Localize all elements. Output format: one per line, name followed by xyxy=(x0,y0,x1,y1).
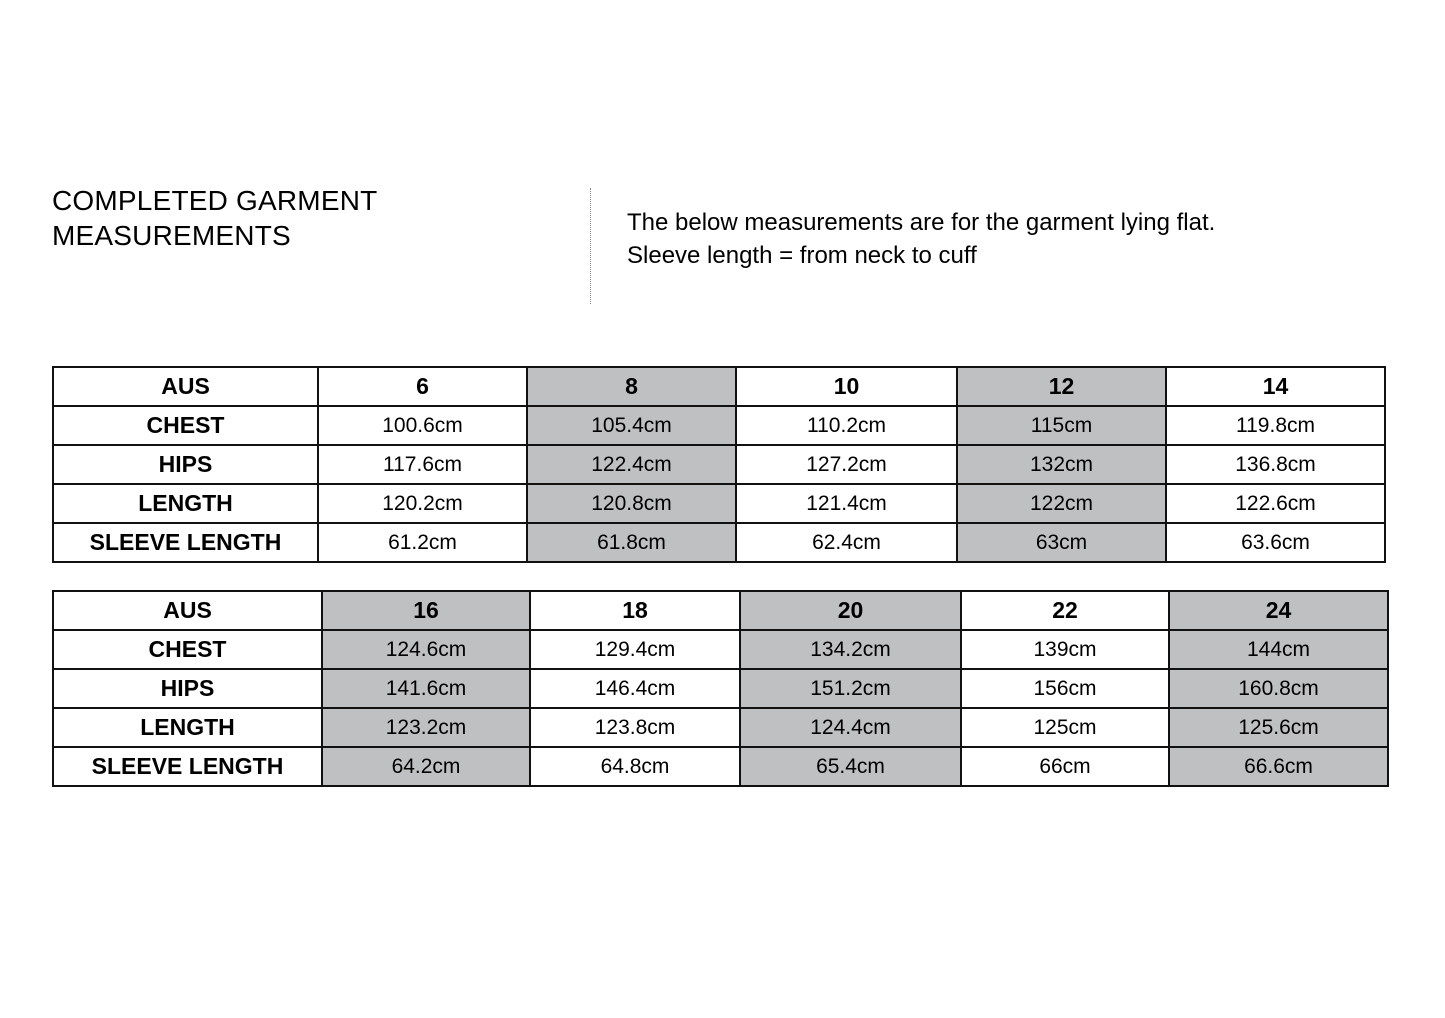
table-cell: 134.2cm xyxy=(740,630,961,669)
table-cell: 65.4cm xyxy=(740,747,961,786)
table-header-row xyxy=(53,591,1388,630)
table-cell: 64.2cm xyxy=(322,747,530,786)
table-cell: 160.8cm xyxy=(1169,669,1388,708)
table-cell: 63cm xyxy=(957,523,1166,562)
table-cell: 123.8cm xyxy=(530,708,740,747)
table-row xyxy=(53,406,1385,445)
header-label: AUS xyxy=(53,591,322,630)
table-row xyxy=(53,669,1388,708)
size-header: 6 xyxy=(318,367,527,406)
table-row xyxy=(53,630,1388,669)
table-cell: 122.6cm xyxy=(1166,484,1385,523)
table-cell: 123.2cm xyxy=(322,708,530,747)
size-header: 12 xyxy=(957,367,1166,406)
table-cell: 127.2cm xyxy=(736,445,957,484)
row-label: HIPS xyxy=(53,445,318,484)
size-table-2 xyxy=(52,590,1389,787)
row-label: SLEEVE LENGTH xyxy=(53,523,318,562)
size-header: 20 xyxy=(740,591,961,630)
table-cell: 66.6cm xyxy=(1169,747,1388,786)
table-cell: 132cm xyxy=(957,445,1166,484)
table-cell: 125cm xyxy=(961,708,1169,747)
table-cell: 63.6cm xyxy=(1166,523,1385,562)
row-label: LENGTH xyxy=(53,484,318,523)
table-cell: 144cm xyxy=(1169,630,1388,669)
table-cell: 61.2cm xyxy=(318,523,527,562)
row-label: CHEST xyxy=(53,406,318,445)
table-cell: 117.6cm xyxy=(318,445,527,484)
page-title xyxy=(52,183,377,253)
table-cell: 110.2cm xyxy=(736,406,957,445)
measurement-note-line-1: The below measurements are for the garment lying flat. xyxy=(627,209,1216,236)
table-cell: 151.2cm xyxy=(740,669,961,708)
table-cell: 129.4cm xyxy=(530,630,740,669)
table-row xyxy=(53,708,1388,747)
size-header: 22 xyxy=(961,591,1169,630)
table-cell: 64.8cm xyxy=(530,747,740,786)
size-table-1 xyxy=(52,366,1386,563)
dotted-divider xyxy=(590,188,591,304)
table-cell: 146.4cm xyxy=(530,669,740,708)
row-label: SLEEVE LENGTH xyxy=(53,747,322,786)
page-title-line-2: MEASUREMENTS xyxy=(52,220,291,251)
measurement-note-line-2: Sleeve length = from neck to cuff xyxy=(627,242,977,269)
table-cell: 125.6cm xyxy=(1169,708,1388,747)
table-cell: 66cm xyxy=(961,747,1169,786)
table-cell: 120.8cm xyxy=(527,484,736,523)
table-row xyxy=(53,484,1385,523)
table-cell: 121.4cm xyxy=(736,484,957,523)
row-label: HIPS xyxy=(53,669,322,708)
size-header: 18 xyxy=(530,591,740,630)
table-cell: 119.8cm xyxy=(1166,406,1385,445)
table-cell: 124.6cm xyxy=(322,630,530,669)
header-label: AUS xyxy=(53,367,318,406)
table-row xyxy=(53,445,1385,484)
table-cell: 122.4cm xyxy=(527,445,736,484)
table-row xyxy=(53,523,1385,562)
table-cell: 122cm xyxy=(957,484,1166,523)
row-label: CHEST xyxy=(53,630,322,669)
size-header: 10 xyxy=(736,367,957,406)
table-cell: 139cm xyxy=(961,630,1169,669)
table-cell: 115cm xyxy=(957,406,1166,445)
table-cell: 100.6cm xyxy=(318,406,527,445)
measurement-note xyxy=(627,206,1215,272)
size-header: 24 xyxy=(1169,591,1388,630)
table-cell: 136.8cm xyxy=(1166,445,1385,484)
size-header: 8 xyxy=(527,367,736,406)
table-cell: 141.6cm xyxy=(322,669,530,708)
table-cell: 156cm xyxy=(961,669,1169,708)
row-label: LENGTH xyxy=(53,708,322,747)
table-cell: 62.4cm xyxy=(736,523,957,562)
table-row xyxy=(53,747,1388,786)
table-header-row xyxy=(53,367,1385,406)
table-cell: 124.4cm xyxy=(740,708,961,747)
page-title-line-1: COMPLETED GARMENT xyxy=(52,185,378,216)
table-cell: 105.4cm xyxy=(527,406,736,445)
table-cell: 120.2cm xyxy=(318,484,527,523)
size-header: 14 xyxy=(1166,367,1385,406)
table-cell: 61.8cm xyxy=(527,523,736,562)
size-header: 16 xyxy=(322,591,530,630)
